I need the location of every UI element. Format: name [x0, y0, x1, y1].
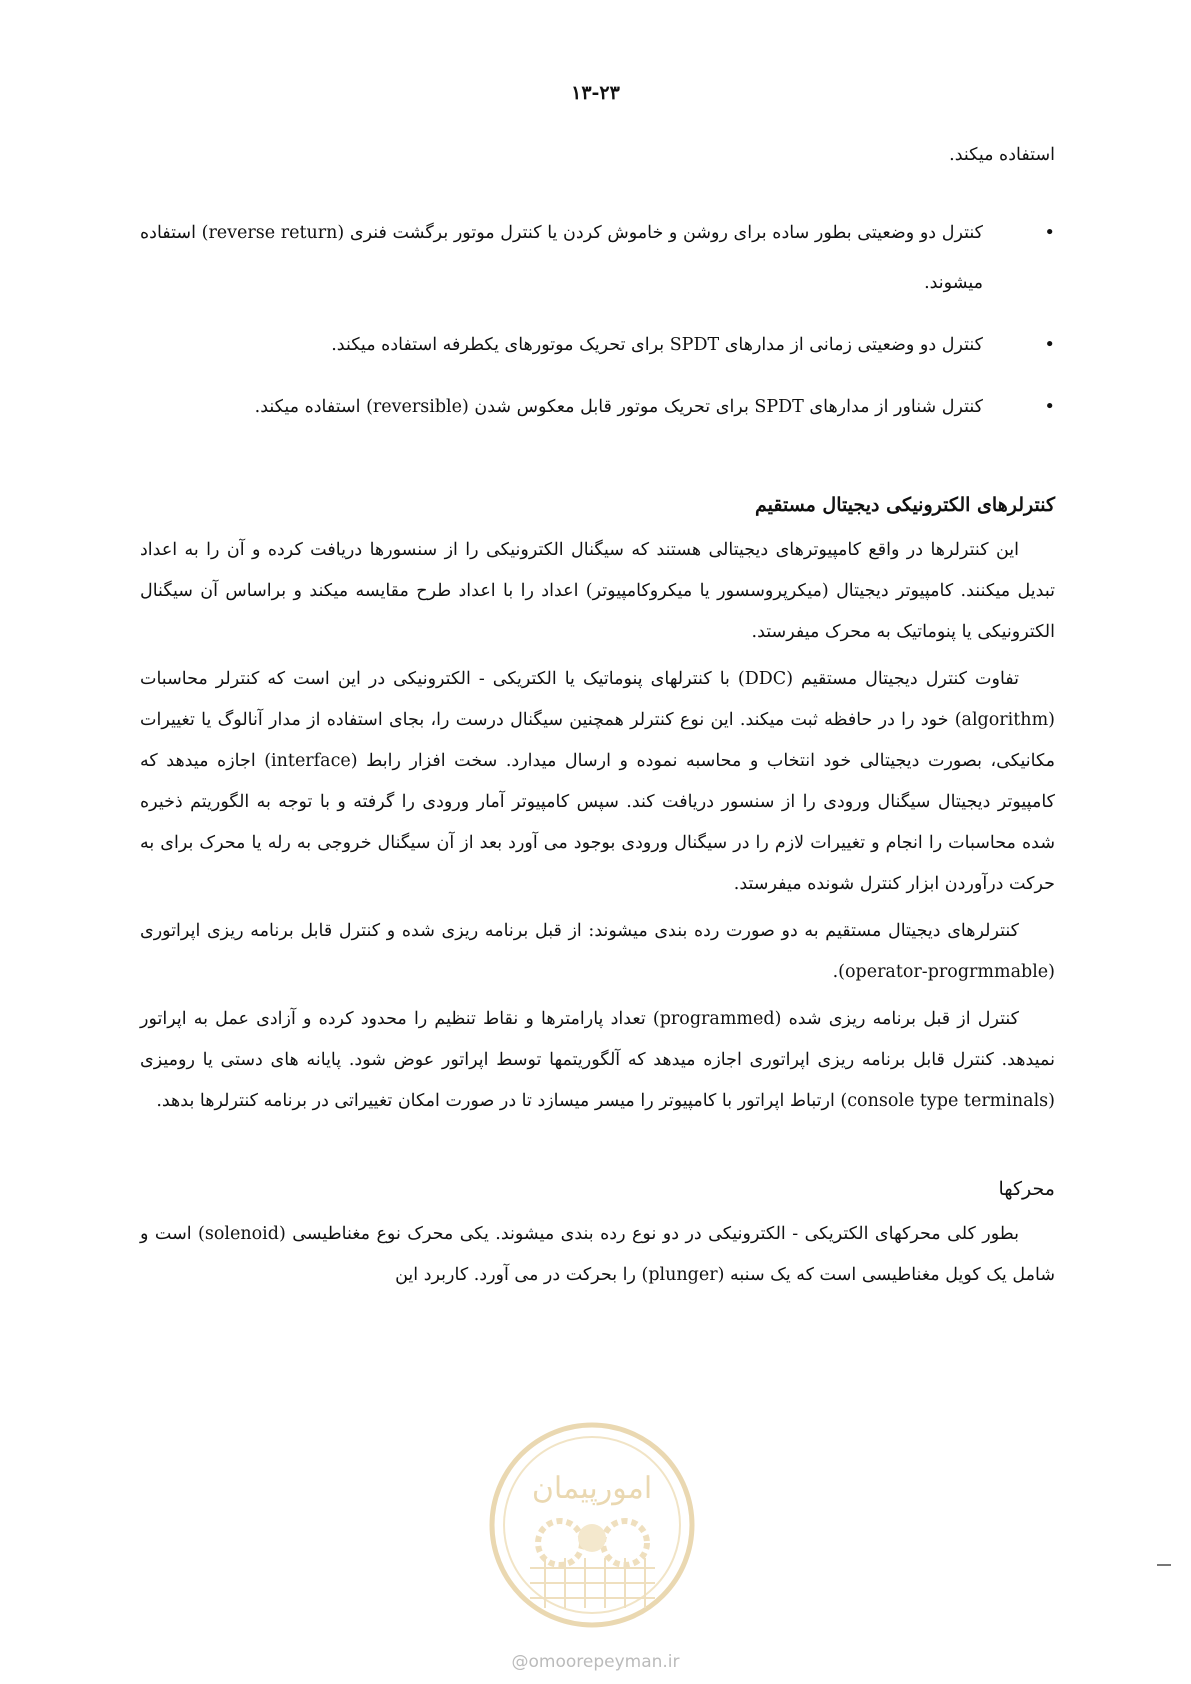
footer-url-text: omoorepeyman.ir [528, 1652, 680, 1672]
watermark-text: امورپیمان [531, 1471, 653, 1506]
paragraph: کنترل از قبل برنامه ریزی شده (programmed) تعداد پارامترها و نقاط تنظیم را محدود کرده و آزادی عمل به اپراتور نمیدهد. کنترل قابل برنامه ریزی اپراتوری اجازه میدهد که آلگوریتمها توسط اپراتور عوض شود. پایانه های دستی یا رومیزی (console type terminals) ارتباط اپراتور با کامپیوتر را میسر میسازد تا در صورت امکان تغییراتی در برنامه کنترلرها بدهد. [140, 1009, 1055, 1111]
bullet-text: کنترل شناور از مدارهای SPDT برای تحریک موتور قابل معکوس شدن (reversible) استفاده میکند. [254, 397, 983, 417]
bullet-dot-icon: • [1044, 396, 1055, 417]
document-body [140, 138, 1055, 1302]
bullet-item [140, 382, 1055, 432]
paragraph: این کنترلرها در واقع کامپیوترهای دیجیتالی هستند که سیگنال الکترونیکی را از سنسورها دریافت کرده و آن را به اعداد تبدیل میکنند. کامپیوتر دیجیتال (میکرپروسسور یا میکروکامپیوتر) اعداد را با اعداد طرح مقایسه میکند و براساس آن سیگنال الکترونیکی یا پنوماتیک به محرک میفرستد. [140, 540, 1055, 642]
bullet-item [140, 320, 1055, 370]
page-number: ۱۳-۲۳ [571, 82, 620, 104]
bullet-list [140, 208, 1055, 432]
at-icon: @ [511, 1652, 529, 1672]
footer-url [0, 1652, 1191, 1672]
bullet-text: کنترل دو وضعیتی زمانی از مدارهای SPDT برای تحریک موتورهای یکطرفه استفاده میکند. [331, 335, 983, 355]
bullet-text: کنترل دو وضعیتی بطور ساده برای روشن و خاموش کردن یا کنترل موتور برگشت فنری (reverse return) استفاده میشوند. [140, 223, 983, 293]
paragraph: بطور کلی محرکهای الکتریکی - الکترونیکی در دو نوع رده بندی میشوند. یکی محرک نوع مغناطیسی (solenoid) است و شامل یک کویل مغناطیسی است که یک سنبه (plunger) را بحرکت در می آورد. کاربرد این [140, 1224, 1055, 1285]
bullet-dot-icon: • [1044, 334, 1055, 355]
section-heading-ddc: کنترلرهای الکترونیکی دیجیتال مستقیم [754, 494, 1055, 516]
paragraph: کنترلرهای دیجیتال مستقیم به دو صورت رده بندی میشوند: از قبل برنامه ریزی شده و کنترل قابل برنامه ریزی اپراتوری (operator-progrmmable). [140, 921, 1055, 982]
section-heading-actuators: محرکها [998, 1178, 1055, 1200]
intro-line: استفاده میکند. [949, 145, 1055, 165]
margin-mark [1157, 1564, 1171, 1566]
paragraph: تفاوت کنترل دیجیتال مستقیم (DDC) با کنترلهای پنوماتیک یا الکتریکی - الکترونیکی در این است که کنترلر محاسبات (algorithm) خود را در حافظه ثبت میکند. این نوع کنترلر همچنین سیگنال درست را، بجای استفاده از مدار آنالوگ یا تغییرات مکانیکی، بصورت دیجیتالی خود انتخاب و محاسبه نموده و ارسال میدارد. سخت افزار رابط (interface) اجازه میدهد که کامپیوتر دیجیتال سیگنال ورودی را از سنسور دریافت کند. سپس کامپیوتر آمار ورودی را گرفته و با توجه به الگوریتم ذخیره شده محاسبات را انجام و تغییرات لازم را در سیگنال ورودی بوجود می آورد بعد از آن سیگنال خروجی به رله یا محرک برای به حرکت درآوردن ابزار کنترل شونده میفرستد. [140, 669, 1055, 894]
bullet-item [140, 208, 1055, 308]
bullet-dot-icon: • [1044, 222, 1055, 243]
watermark-logo-icon [485, 1418, 700, 1633]
